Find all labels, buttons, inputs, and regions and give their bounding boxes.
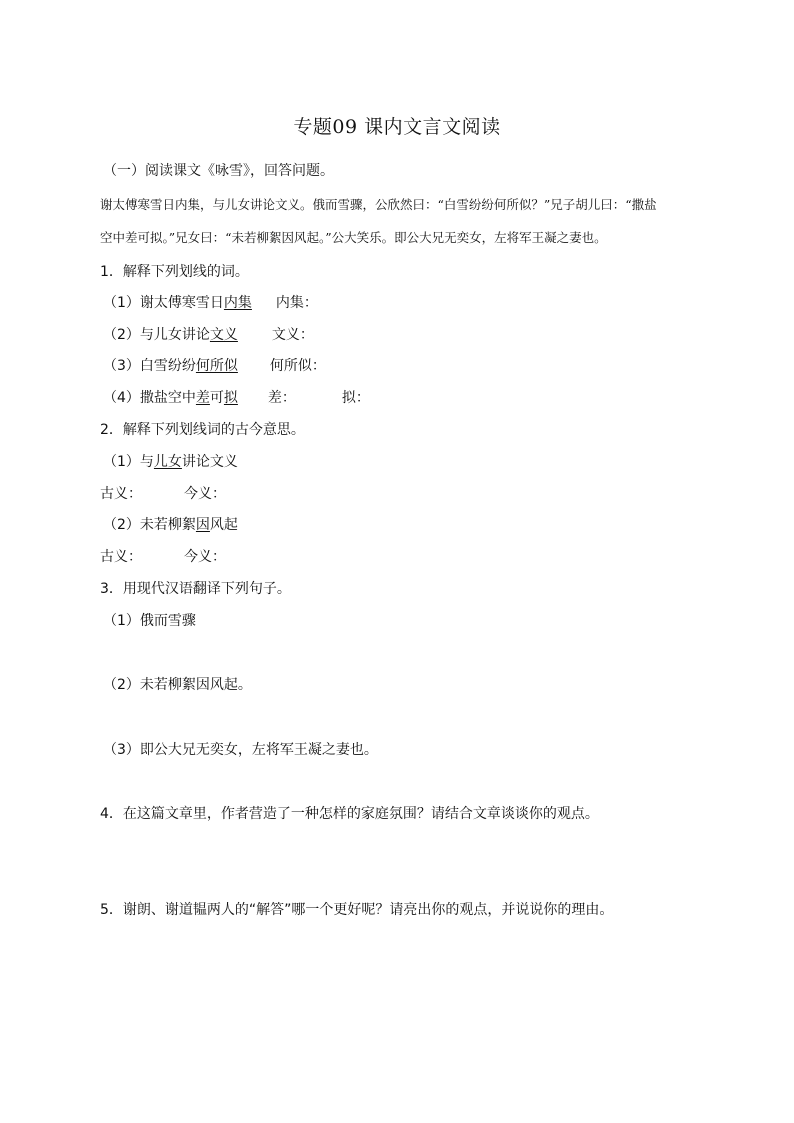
passage-line-2: 空中差可拟。”兄女曰：“未若柳絮因风起。”公大笑乐。即公大兄无奕女，左将军王凝之妻也。 <box>100 230 607 245</box>
q2-item-1: （1）与儿女讲论文义 <box>103 454 238 470</box>
q3-item-2: （2）未若柳絮因风起。 <box>103 677 252 693</box>
q2-stem: 2．解释下列划线词的古今意思。 <box>100 422 305 438</box>
q3-item-3: （3）即公大兄无奕女，左将军王凝之妻也。 <box>103 742 378 758</box>
jin-yi-label-1: 今义： <box>184 486 226 502</box>
q2-item-1-answer <box>100 485 226 503</box>
q2-item-2-answer <box>100 548 226 566</box>
jin-yi-label-2: 今义： <box>184 549 226 565</box>
q1-stem: 1．解释下列划线的词。 <box>100 264 249 280</box>
q1-item-2: （2）与儿女讲论文义 文义： <box>103 327 314 343</box>
page-title: 专题09 课内文言文阅读 <box>293 116 501 138</box>
q1-item-3: （3）白雪纷纷何所似 何所似： <box>103 358 326 374</box>
q1-item-1: （1）谢太傅寒雪日内集 内集： <box>103 295 318 311</box>
passage-line-1: 谢太傅寒雪日内集，与儿女讲论文义。俄而雪骤，公欣然曰：“白雪纷纷何所似？”兄子胡儿曰：“撒盐 <box>100 197 657 212</box>
section-heading: （一）阅读课文《咏雪》，回答问题。 <box>103 163 334 179</box>
gu-yi-label-1: 古义： <box>100 486 142 502</box>
q3-stem: 3．用现代汉语翻译下列句子。 <box>100 581 291 597</box>
q3-item-1: （1）俄而雪骤 <box>103 613 196 629</box>
q1-item-4: （4）撒盐空中差可拟 差： 拟： <box>103 390 370 406</box>
q5-stem: 5．谢朗、谢道韫两人的“解答”哪一个更好呢？请亮出你的观点，并说说你的理由。 <box>100 902 614 918</box>
gu-yi-label-2: 古义： <box>100 549 142 565</box>
q4-stem: 4．在这篇文章里，作者营造了一种怎样的家庭氛围？请结合文章谈谈你的观点。 <box>100 806 599 822</box>
q2-item-2: （2）未若柳絮因风起 <box>103 517 238 533</box>
